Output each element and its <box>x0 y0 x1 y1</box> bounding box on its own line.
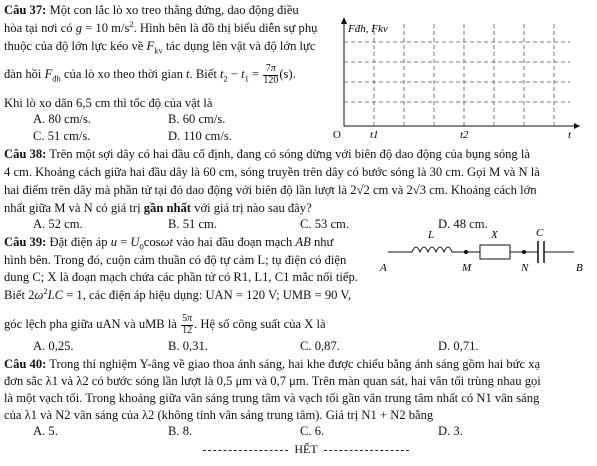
q39-answer-a[interactable]: A. 0,25. <box>33 339 74 353</box>
q39-answer-b[interactable]: B. 0,31. <box>168 339 208 353</box>
q40-line4: của λ1 và N2 vân sáng của λ2 (không tính vân sáng trung tâm). Giá trị N1 + N2 bằng <box>4 408 434 422</box>
q40-answer-d[interactable]: D. 3. <box>438 424 463 438</box>
label-N: N <box>521 262 529 274</box>
node-m <box>464 250 468 254</box>
q38-line3: hai điểm trên dây mà phần tử tại đó dao động với biên độ lần lượt là 2√2 cm và 2√3 cm. Khoảng cách lớn <box>4 183 537 197</box>
q39-line5: góc lệch pha giữa uAN và uMB là $\frac{5\pi}{12}$ . Hệ số công suất của X là <box>4 313 326 336</box>
q40-answer-a[interactable]: A. 5. <box>33 424 58 438</box>
label-L: L <box>428 229 435 241</box>
q40-line3: là một vạch tối. Trong khoảng giữa vân sáng trung tâm và vạch tối gần vân trung tâm nhất có N1 vân sáng <box>4 391 540 405</box>
graph-t2: t2 <box>460 129 469 141</box>
q37-answer-b[interactable]: B. 60 cm/s. <box>168 112 226 126</box>
footer-text: HẾT <box>294 442 318 456</box>
q38-line4: nhất giữa M và N có giá trị gần nhất với giá trị nào sau đây? <box>4 201 312 215</box>
q37-line4: đàn hồi $F_{đh}$ của lò xo theo thời gian t. Biết $t_2 - t_1$ = $\frac{7\pi}{120}$ (s). <box>4 63 296 86</box>
q40-answer-c[interactable]: C. 6. <box>300 424 325 438</box>
label-X: X <box>491 229 498 241</box>
q37-answer-d[interactable]: D. 110 cm/s. <box>168 129 232 143</box>
q38-answer-a[interactable]: A. 52 cm. <box>33 217 83 231</box>
q38-line2: 4 cm. Khoảng cách giữa hai đầu dây là 60 cm, sóng truyền trên dây có bước sóng là 30 cm. Gọi M và N là <box>4 165 540 179</box>
graph-t1: t1 <box>370 129 379 141</box>
q39-line2: hình bên. Trong đó, cuộn cảm thuần có độ tự cảm L; tụ điện có điện <box>4 253 347 267</box>
q40-answer-b[interactable]: B. 8. <box>168 424 193 438</box>
circuit-diagram <box>378 226 590 280</box>
element-x-box <box>480 245 510 259</box>
label-C: C <box>536 227 544 239</box>
q37-label: Câu 37: <box>4 3 47 17</box>
fraction-7pi-120: $\frac{7\pi}{120}$ <box>263 63 279 86</box>
graph-ylabel: Fđh, Fkv <box>348 23 388 35</box>
q39-line1: Câu 39: Đặt điện áp $u = U_0\cos\omega t$ vào hai đầu đoạn mạch AB như <box>4 235 334 252</box>
graph-t: t <box>568 129 572 141</box>
q39-line4: Biết $2\omega^2LC = 1$, các điện áp hiệu dụng: UAN = 120 V; UMB = 90 V, <box>4 285 351 302</box>
time-axis-arrow <box>574 123 580 129</box>
q37-answer-a[interactable]: A. 80 cm/s. <box>33 112 92 126</box>
q39-line3: dung C; X là đoạn mạch chứa các phần tử có R1, L1, C1 mắc nối tiếp. <box>4 270 358 284</box>
q39-answer-d[interactable]: D. 0,71. <box>438 339 479 353</box>
q37-answer-c[interactable]: C. 51 cm/s. <box>33 129 91 143</box>
graph-origin: O <box>333 129 341 141</box>
label-M: M <box>462 262 472 274</box>
q39-answer-c[interactable]: C. 0,87. <box>300 339 340 353</box>
q38-answer-d[interactable]: D. 48 cm. <box>438 217 488 231</box>
q40-line1: Câu 40: Trong thí nghiệm Y-âng về giao thoa ánh sáng, hai khe được chiếu bằng ánh sáng gồm hai bức xạ <box>4 357 541 371</box>
q38-answer-b[interactable]: B. 51 cm. <box>168 217 217 231</box>
fraction-5pi-12: $\frac{5\pi}{12}$ <box>182 313 193 336</box>
q37-line1: Câu 37: Một con lắc lò xo treo thẳng đứng, dao động điều <box>4 3 299 17</box>
force-time-graph <box>330 14 592 146</box>
inductor-coil <box>412 247 452 252</box>
q38-line1: Câu 38: Trên một sợi dây có hai đầu cố định, đang có sóng dừng với biên độ dao động của bụng sóng là <box>4 147 530 161</box>
force-axis-arrow <box>341 17 347 24</box>
graph-gridlines <box>344 24 570 126</box>
q37-line3: thuộc của độ lớn lực kéo về $F_{kv}$ tác dụng lên vật và độ lớn lực <box>4 39 316 56</box>
q37-line5: Khi lò xo dãn 6,5 cm thì tốc độ của vật là <box>4 96 213 110</box>
q37-line2: hòa tại nơi có g = 10 $m/s^2$. Hình bên là đồ thị biểu diễn sự phụ <box>4 18 318 35</box>
q38-answer-c[interactable]: C. 53 cm. <box>300 217 349 231</box>
label-A: A <box>380 262 387 274</box>
label-B: B <box>576 262 583 274</box>
q40-line2: đơn sắc λ1 và λ2 có bước sóng lần lượt là 0,5 μm và 0,7 μm. Trên màn quan sát, hai vân tối trùng nhau gọi <box>4 374 541 388</box>
end-of-exam-separator <box>176 443 436 455</box>
node-n <box>522 250 526 254</box>
